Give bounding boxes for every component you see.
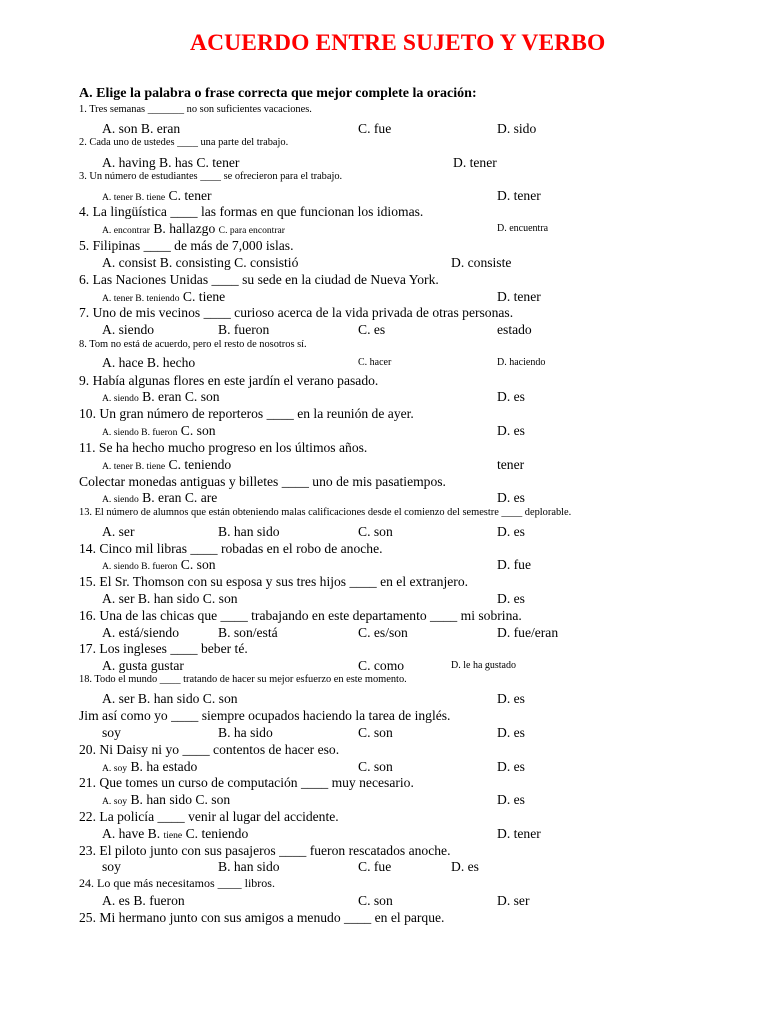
option-text: C. fue: [358, 859, 392, 874]
question-17: 17. Los ingleses ____ beber té.: [79, 641, 248, 656]
option-text: D. es: [497, 759, 525, 774]
option-text: C. teniendo: [182, 826, 249, 841]
option-text: soy: [102, 725, 121, 740]
option-text: A. soy: [102, 763, 128, 774]
question-16-option-4: [497, 625, 558, 641]
question-1-option-1: [102, 121, 180, 137]
question-6-option-2: [497, 289, 541, 305]
question-3: 3. Un número de estudiantes ____ se ofrecieron para el trabajo.: [79, 171, 343, 182]
option-text: C. es: [358, 322, 386, 337]
question-17-option-3: [451, 660, 516, 671]
question-4-option-2: [497, 223, 548, 234]
option-text: A. tener B. teniendo: [102, 293, 180, 304]
question-13-option-1: [102, 524, 134, 540]
question-13-option-3: [358, 524, 393, 540]
worksheet-title: ACUERDO ENTRE SUJETO Y VERBO: [190, 30, 606, 56]
question-19-option-3: [358, 725, 393, 741]
option-text: D. tener: [497, 188, 541, 203]
question-1: 1. Tres semanas _______ no son suficientes vacaciones.: [79, 104, 312, 115]
question-13: 13. El número de alumnos que están obteniendo malas calificaciones desde el comienzo del semestre ____ deplorable.: [79, 507, 572, 518]
option-text: A. have B.: [102, 826, 164, 841]
option-text: D. fue/eran: [497, 625, 559, 640]
question-18-option-1: [102, 691, 238, 707]
question-15-option-2: [497, 591, 525, 607]
question-23-option-1: [102, 859, 121, 875]
option-text: A. es B. fueron: [102, 893, 185, 908]
question-15-option-1: [102, 591, 238, 607]
option-text: D. consiste: [451, 255, 512, 270]
option-text: B. hallazgo: [149, 221, 219, 236]
question-7-option-1: [102, 322, 154, 338]
question-19: Jim así como yo ____ siempre ocupados haciendo la tarea de inglés.: [79, 708, 451, 723]
option-text: tiene: [163, 830, 183, 841]
question-23: 23. El piloto junto con sus pasajeros ____ fueron rescatados anoche.: [79, 843, 451, 858]
question-16: 16. Una de las chicas que ____ trabajando en este departamento ____ mi sobrina.: [79, 608, 522, 623]
option-text: C. son: [177, 557, 216, 572]
option-text: A. soy: [102, 796, 128, 807]
question-14: 14. Cinco mil libras ____ robadas en el robo de anoche.: [79, 541, 383, 556]
question-23-option-3: [358, 859, 391, 875]
option-text: D. es: [497, 389, 525, 404]
option-text: D. es: [497, 792, 525, 807]
question-8-option-1: [102, 355, 195, 371]
option-text: A. siendo B. fueron: [102, 561, 178, 572]
question-10: 10. Un gran número de reporteros ____ en la reunión de ayer.: [79, 406, 414, 421]
question-5-option-1: [102, 255, 298, 271]
option-text: B. eran C. are: [138, 490, 218, 505]
option-text: C. teniendo: [165, 457, 232, 472]
question-20-option-1: [102, 759, 197, 775]
option-text: C. son: [358, 524, 393, 539]
option-text: D. fue: [497, 557, 531, 572]
option-text: B. eran C. son: [138, 389, 220, 404]
option-text: A. siendo B. fueron: [102, 427, 178, 438]
question-24-option-1: [102, 893, 185, 909]
question-6: 6. Las Naciones Unidas ____ su sede en la ciudad de Nueva York.: [79, 272, 439, 287]
option-text: C. tener: [165, 188, 212, 203]
question-24-option-3: [497, 893, 529, 909]
option-text: A. ser: [102, 524, 135, 539]
option-text: C. son: [177, 423, 216, 438]
option-text: A. tener B. tiene: [102, 461, 166, 472]
question-9: 9. Había algunas flores en este jardín el verano pasado.: [79, 373, 379, 388]
option-text: B. ha estado: [127, 759, 198, 774]
option-text: A. consist B. consisting C. consistió: [102, 255, 299, 270]
option-text: A. está/siendo: [102, 625, 180, 640]
option-text: C. son: [358, 893, 393, 908]
option-text: A. having B. has C. tener: [102, 155, 240, 170]
question-21-option-1: [102, 792, 230, 808]
option-text: A. siendo: [102, 322, 155, 337]
question-18: 18. Todo el mundo ____ tratando de hacer su mejor esfuerzo en este momento.: [79, 674, 407, 685]
option-text: D. tener: [497, 826, 541, 841]
option-text: D. es: [497, 423, 525, 438]
question-22-option-2: [497, 826, 541, 842]
question-19-option-2: [218, 725, 273, 741]
question-18-option-2: [497, 691, 525, 707]
question-13-option-2: [218, 524, 280, 540]
option-text: estado: [497, 322, 532, 337]
option-text: B. ha sido: [218, 725, 273, 740]
question-2: 2. Cada uno de ustedes ____ una parte del trabajo.: [79, 137, 289, 148]
option-text: D. le ha gustado: [451, 660, 516, 671]
option-text: A. son B. eran: [102, 121, 181, 136]
option-text: D. sido: [497, 121, 537, 136]
option-text: B. son/está: [218, 625, 278, 640]
question-3-option-1: [102, 188, 212, 204]
question-9-option-1: [102, 389, 220, 405]
option-text: D. es: [497, 591, 525, 606]
question-14-option-1: [102, 557, 216, 573]
option-text: A. siendo: [102, 494, 139, 505]
question-14-option-2: [497, 557, 531, 573]
option-text: D. es: [451, 859, 479, 874]
option-text: C. es/son: [358, 625, 408, 640]
question-24: 24. Lo que más necesitamos ____ libros.: [79, 876, 275, 890]
option-text: D. tener: [497, 289, 541, 304]
option-text: C. para encontrar: [218, 225, 285, 236]
option-text: C. tiene: [179, 289, 226, 304]
question-4: 4. La lingüística ____ las formas en que funcionan los idiomas.: [79, 204, 424, 219]
option-text: D. es: [497, 524, 525, 539]
question-13-option-4: [497, 524, 525, 540]
question-3-option-2: [497, 188, 541, 204]
question-7: 7. Uno de mis vecinos ____ curioso acerca de la vida privada de otras personas.: [79, 305, 514, 320]
option-text: A. siendo: [102, 393, 139, 404]
question-9-option-2: [497, 389, 525, 405]
question-22-option-1: [102, 826, 248, 842]
option-text: C. hacer: [358, 357, 392, 368]
option-text: A. tener B. tiene: [102, 192, 166, 203]
option-text: C. como: [358, 658, 405, 673]
option-text: A. ser B. han sido C. son: [102, 591, 238, 606]
question-7-option-4: [497, 322, 532, 338]
question-21-option-2: [497, 792, 525, 808]
option-text: B. han sido: [218, 524, 280, 539]
question-5-option-2: [451, 255, 511, 271]
option-text: C. son: [358, 759, 393, 774]
question-1-option-3: [497, 121, 536, 137]
question-11-option-1: [102, 457, 231, 473]
question-22: 22. La policía ____ venir al lugar del accidente.: [79, 809, 339, 824]
option-text: B. fueron: [218, 322, 270, 337]
question-1-option-2: [358, 121, 391, 137]
question-8-option-3: [497, 357, 545, 368]
option-text: D. ser: [497, 893, 530, 908]
question-8-option-2: [358, 357, 391, 368]
option-text: A. hace B. hecho: [102, 355, 196, 370]
question-16-option-1: [102, 625, 179, 641]
option-text: D. es: [497, 691, 525, 706]
question-7-option-2: [218, 322, 269, 338]
question-8: 8. Tom no está de acuerdo, pero el resto de nosotros sí.: [79, 339, 307, 350]
question-25: 25. Mi hermano junto con sus amigos a menudo ____ en el parque.: [79, 910, 445, 925]
question-12-option-2: [497, 490, 525, 506]
option-text: D. es: [497, 725, 525, 740]
question-24-option-2: [358, 893, 393, 909]
question-23-option-4: [451, 859, 479, 875]
option-text: tener: [497, 457, 525, 472]
question-7-option-3: [358, 322, 385, 338]
option-text: D. es: [497, 490, 525, 505]
question-23-option-2: [218, 859, 280, 875]
question-10-option-1: [102, 423, 216, 439]
question-15: 15. El Sr. Thomson con su esposa y sus tres hijos ____ en el extranjero.: [79, 574, 469, 589]
question-2-option-1: [102, 155, 239, 171]
question-6-option-1: [102, 289, 225, 305]
question-16-option-2: [218, 625, 278, 641]
question-17-option-1: [102, 658, 184, 674]
question-4-option-1: [102, 221, 285, 237]
question-19-option-4: [497, 725, 525, 741]
option-text: C. son: [358, 725, 393, 740]
option-text: A. encontrar: [102, 225, 150, 236]
question-10-option-2: [497, 423, 525, 439]
question-12-option-1: [102, 490, 217, 506]
option-text: D. encuentra: [497, 223, 549, 234]
option-text: C. fue: [358, 121, 392, 136]
option-text: A. ser B. han sido C. son: [102, 691, 238, 706]
question-12: Colectar monedas antiguas y billetes ____ uno de mis pasatiempos.: [79, 474, 446, 489]
instructions: A. Elige la palabra o frase correcta que mejor complete la oración:: [79, 86, 477, 101]
question-11-option-2: [497, 457, 524, 473]
option-text: D. tener: [453, 155, 497, 170]
question-19-option-1: [102, 725, 121, 741]
option-text: D. haciendo: [497, 357, 546, 368]
question-21: 21. Que tomes un curso de computación ____ muy necesario.: [79, 775, 414, 790]
question-20-option-2: [358, 759, 393, 775]
question-5: 5. Filipinas ____ de más de 7,000 islas.: [79, 238, 294, 253]
question-11: 11. Se ha hecho mucho progreso en los últimos años.: [79, 440, 368, 455]
question-20-option-3: [497, 759, 525, 775]
option-text: B. han sido: [218, 859, 280, 874]
question-20: 20. Ni Daisy ni yo ____ contentos de hacer eso.: [79, 742, 340, 757]
option-text: A. gusta gustar: [102, 658, 184, 673]
option-text: B. han sido C. son: [127, 792, 231, 807]
option-text: soy: [102, 859, 121, 874]
question-16-option-3: [358, 625, 408, 641]
question-2-option-2: [453, 155, 497, 171]
question-17-option-2: [358, 658, 404, 674]
